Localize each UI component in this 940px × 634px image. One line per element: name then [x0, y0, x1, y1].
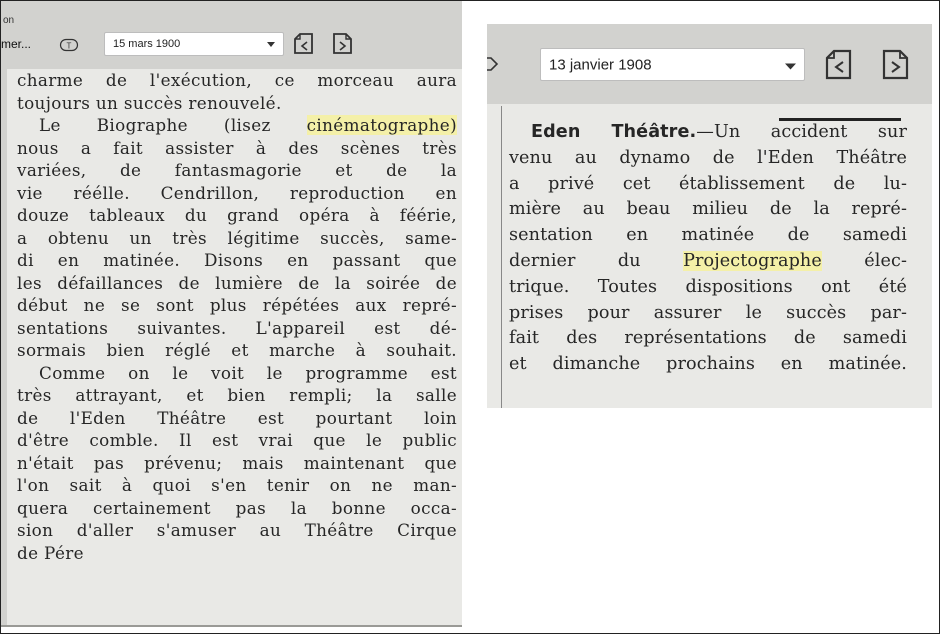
- toolbar-title-fragment: on: [3, 15, 15, 26]
- text-tool-icon[interactable]: [59, 37, 81, 56]
- text-line: [509, 249, 907, 275]
- text-segment: dernier du: [509, 250, 684, 271]
- text-segment: charme de l'exécution, ce morceau aura: [17, 70, 457, 90]
- text-segment: de Pére: [17, 542, 84, 563]
- text-segment: Le Biographe (lisez: [39, 115, 307, 135]
- text-segment: de l'Eden Théâtre est pourtant loin: [17, 407, 457, 428]
- highlighted-term: cinématographe): [306, 115, 457, 135]
- text-segment: di en matinée. Disons en passant que: [17, 250, 457, 270]
- text-line: [17, 249, 457, 272]
- text-segment: vie réélle. Cendrillon, reproduction en: [17, 182, 457, 203]
- text-line: [17, 519, 457, 542]
- text-segment: quera certainement pas la bonne occa-: [17, 497, 457, 518]
- text-segment: mière au beau milieu de la repré-: [509, 199, 907, 220]
- dropdown-arrow-icon: [785, 56, 796, 73]
- left-date-value: 15 mars 1900: [113, 38, 181, 50]
- right-document-viewer: [487, 24, 932, 408]
- toolbar-menu-link[interactable]: mer...: [1, 37, 32, 51]
- text-tool-icon[interactable]: [487, 53, 503, 79]
- column-edge: [501, 106, 502, 408]
- text-line: [17, 452, 457, 475]
- text-segment: et dimanche prochains en matinée.: [509, 354, 907, 375]
- text-segment: nous a fait assister à des scènes très: [17, 137, 457, 158]
- text-line: [17, 294, 457, 317]
- left-article-text: [17, 69, 457, 564]
- text-line: [17, 272, 457, 295]
- text-segment: Comme on le voit le programme est: [39, 362, 457, 383]
- previous-page-icon[interactable]: [824, 49, 854, 85]
- text-segment: trique. Toutes dispositions ont été: [509, 276, 907, 297]
- right-toolbar: [487, 24, 932, 104]
- text-segment: sion d'aller s'amuser au Théâtre Cirque: [17, 520, 457, 540]
- text-segment: —Un accident sur: [696, 122, 907, 142]
- text-line: [509, 120, 907, 146]
- text-line: [17, 362, 457, 385]
- text-line: [17, 69, 457, 92]
- text-segment: élec-: [821, 250, 907, 271]
- text-line: [17, 92, 457, 115]
- text-line: [17, 429, 457, 452]
- text-line: [17, 137, 457, 160]
- text-segment: sormais bien réglé et marche à souhait.: [17, 340, 457, 360]
- right-article-text: [509, 120, 907, 378]
- text-segment: fait des représentations de samedi: [509, 328, 907, 349]
- text-segment: début ne se sont plus répétées aux repré-: [17, 295, 457, 315]
- text-line: [17, 339, 457, 362]
- next-page-icon[interactable]: [881, 49, 911, 85]
- text-segment: variées, de fantasmagorie et de la: [17, 160, 457, 180]
- text-line: [17, 204, 457, 227]
- previous-page-icon[interactable]: [293, 32, 315, 60]
- text-line: [509, 326, 907, 352]
- text-segment: a obtenu un très légitime succès, same-: [17, 227, 457, 248]
- right-newspaper-page: [487, 104, 932, 408]
- text-segment: toujours un succès renouvelé.: [17, 92, 282, 113]
- text-line: [17, 182, 457, 205]
- text-line: [17, 114, 457, 137]
- text-line: [17, 542, 457, 565]
- text-line: [17, 384, 457, 407]
- text-line: [17, 159, 457, 182]
- text-line: [17, 497, 457, 520]
- text-line: [17, 227, 457, 250]
- right-date-select[interactable]: [540, 48, 805, 81]
- text-segment: venu au dynamo de l'Eden Théâtre: [509, 147, 907, 168]
- text-segment: l'on sait à quoi s'en tenir on ne man-: [17, 475, 457, 495]
- text-segment: sentations suivantes. L'appareil est dé-: [17, 317, 457, 338]
- text-line: [17, 407, 457, 430]
- text-line: [509, 197, 907, 223]
- text-line: [509, 146, 907, 172]
- left-toolbar: [1, 1, 462, 69]
- text-line: [509, 301, 907, 327]
- text-segment: les défaillances de lumière de la soirée de: [17, 272, 457, 293]
- text-segment: douze tableaux du grand opéra à féérie,: [17, 205, 457, 225]
- text-segment: d'être comble. Il est vrai que le public: [17, 430, 457, 450]
- highlighted-term: Projectographe: [683, 250, 822, 271]
- text-line: [17, 474, 457, 497]
- svg-text:T: T: [66, 41, 72, 51]
- left-document-viewer: [1, 1, 462, 627]
- text-segment: sentation en matinée de samedi: [509, 225, 907, 246]
- text-line: [509, 352, 907, 378]
- page-bottom-edge: [1, 625, 462, 627]
- next-page-icon[interactable]: [332, 32, 354, 60]
- left-date-select[interactable]: [104, 32, 284, 56]
- text-segment: a privé cet établissement de lu-: [509, 173, 907, 194]
- text-line: [509, 172, 907, 198]
- text-line: [509, 275, 907, 301]
- article-heading: Eden Théâtre.: [531, 122, 697, 142]
- left-newspaper-page: [7, 69, 462, 627]
- text-line: [509, 223, 907, 249]
- text-line: [17, 317, 457, 340]
- text-segment: prises pour assurer le succès par-: [509, 302, 907, 323]
- right-date-value: 13 janvier 1908: [549, 56, 652, 73]
- dropdown-arrow-icon: [267, 38, 275, 50]
- text-segment: très attrayant, et bien rempli; la salle: [17, 385, 457, 405]
- text-segment: n'était pas prévenu; mais maintenant que: [17, 452, 457, 473]
